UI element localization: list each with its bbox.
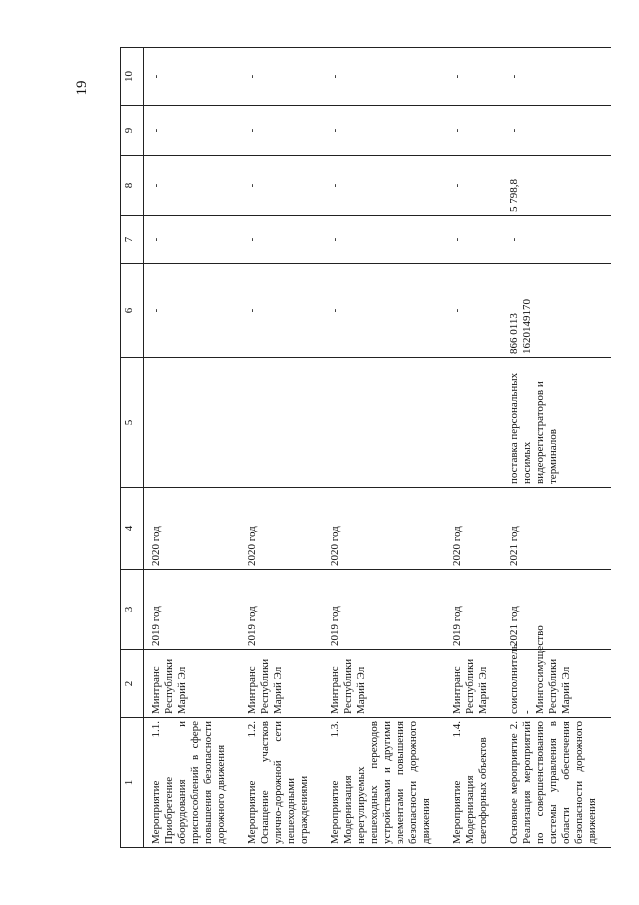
cell-code: -	[240, 264, 323, 358]
cell-value-9: -	[240, 106, 323, 156]
cell-value-8: -	[323, 156, 445, 216]
cell-value-9: -	[144, 106, 241, 156]
cell-value-10: -	[323, 48, 445, 106]
cell-start-year: 2019 год	[240, 570, 323, 650]
col-header-6: 6	[121, 264, 144, 358]
table-row	[240, 48, 323, 848]
cell-value-9: -	[502, 106, 611, 156]
cell-result	[445, 358, 502, 488]
cell-value-10: -	[144, 48, 241, 106]
cell-value-7: -	[144, 216, 241, 264]
table-row	[144, 48, 241, 848]
col-header-4: 4	[121, 488, 144, 570]
cell-value-8: -	[240, 156, 323, 216]
cell-executor: Минтранс Республики Марий Эл	[144, 650, 241, 718]
cell-result	[323, 358, 445, 488]
cell-activity: Основное мероприятие 2. Реализация мероприятий по совершенствованию системы управления в области обеспечения безопасности дорожного движения	[502, 718, 611, 848]
col-header-9: 9	[121, 106, 144, 156]
cell-activity: Мероприятие 1.4. Модернизация светофорных объектов	[445, 718, 502, 848]
cell-value-9: -	[445, 106, 502, 156]
cell-value-8: -	[445, 156, 502, 216]
cell-code: -	[445, 264, 502, 358]
cell-start-year: 2019 год	[144, 570, 241, 650]
cell-executor: Минтранс Республики Марий Эл	[323, 650, 445, 718]
cell-value-7: -	[323, 216, 445, 264]
cell-end-year: 2021 год	[502, 488, 611, 570]
table-row	[445, 48, 502, 848]
cell-executor: Минтранс Республики Марий Эл	[240, 650, 323, 718]
cell-result	[144, 358, 241, 488]
page-number: 19	[74, 80, 90, 96]
table-row	[323, 48, 445, 848]
cell-code: -	[144, 264, 241, 358]
col-header-3: 3	[121, 570, 144, 650]
cell-start-year: 2021 год	[502, 570, 611, 650]
header-row	[121, 48, 144, 848]
cell-value-8: -	[144, 156, 241, 216]
col-header-2: 2	[121, 650, 144, 718]
cell-value-10: -	[502, 48, 611, 106]
cell-result: поставка персональных носимых видеорегистраторов и терминалов	[502, 358, 611, 488]
cell-code: -	[323, 264, 445, 358]
cell-executor: соисполнитель - Мингосимущество Республики Марий Эл	[502, 650, 611, 718]
cell-value-9: -	[323, 106, 445, 156]
cell-value-10: -	[240, 48, 323, 106]
cell-value-8: 5 798,8	[502, 156, 611, 216]
cell-value-10: -	[445, 48, 502, 106]
cell-end-year: 2020 год	[323, 488, 445, 570]
col-header-8: 8	[121, 156, 144, 216]
col-header-1: 1	[121, 718, 144, 848]
cell-value-7: -	[240, 216, 323, 264]
col-header-7: 7	[121, 216, 144, 264]
cell-end-year: 2020 год	[445, 488, 502, 570]
cell-activity: Мероприятие 1.3. Модернизация нерегулируемых пешеходных переходов устройствами и другими элементами повышения безопасности дорожного движения	[323, 718, 445, 848]
cell-value-7: -	[445, 216, 502, 264]
cell-code: 866 0113 1620149170	[502, 264, 611, 358]
rotated-table-container	[120, 48, 628, 848]
col-header-5: 5	[121, 358, 144, 488]
cell-result	[240, 358, 323, 488]
cell-executor: Минтранс Республики Марий Эл	[445, 650, 502, 718]
table-row	[502, 48, 611, 848]
cell-end-year: 2020 год	[240, 488, 323, 570]
cell-activity: Мероприятие 1.2. Оснащение участков улично-дорожной сети пешеходными ограждениями	[240, 718, 323, 848]
cell-start-year: 2019 год	[445, 570, 502, 650]
cell-end-year: 2020 год	[144, 488, 241, 570]
col-header-10: 10	[121, 48, 144, 106]
cell-start-year: 2019 год	[323, 570, 445, 650]
cell-activity: Мероприятие 1.1. Приобретение оборудования и приспособлений в сфере повышения безопасности дорожного движения	[144, 718, 241, 848]
cell-value-7: -	[502, 216, 611, 264]
budget-table	[120, 47, 611, 848]
